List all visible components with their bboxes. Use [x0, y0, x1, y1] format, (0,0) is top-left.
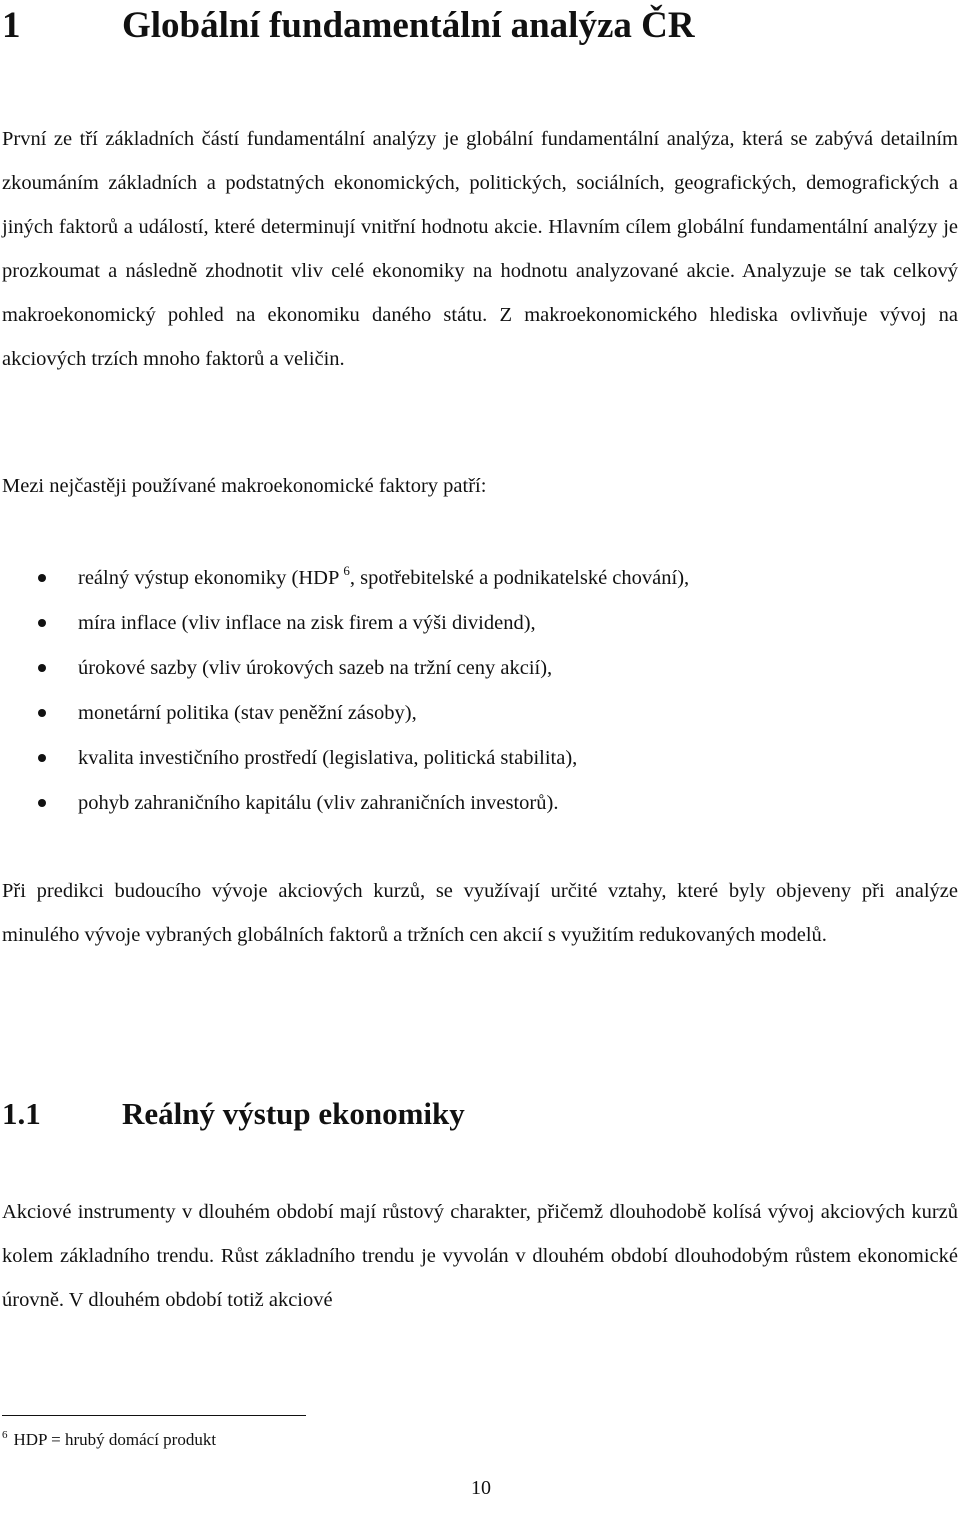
intro-paragraph: První ze tří základních částí fundamentální analýzy je globální fundamentální analýza, která se zabývá detailním zkoumáním základních a podstatných ekonomických, politických, sociálních, geografických, demografických a jiných faktorů a událostí, které determinují vnitřní hodnotu akcie. Hlavním cílem globální fundamentální analýzy je prozkoumat a následně zhodnotit vliv celé ekonomiky na hodnotu analyzované akcie. Analyzuje se tak celkový makroekonomický pohled na ekonomiku daného státu. Z makroekonomického hlediska ovlivňuje vývoj na akciových trzích mnoho faktorů a veličin.: [2, 128, 958, 370]
factors-intro-paragraph: Mezi nejčastěji používané makroekonomické faktory patří:: [2, 475, 487, 497]
list-item-text: monetární politika (stav peněžní zásoby),: [78, 702, 417, 724]
bullet-icon: [38, 799, 46, 807]
list-item: [0, 781, 960, 826]
list-item-text: reálný výstup ekonomiky (HDP: [78, 567, 340, 589]
bullet-icon: [38, 574, 46, 582]
list-item-text-continued: , spotřebitelské a podnikatelské chování),: [349, 567, 690, 589]
bullet-icon: [38, 754, 46, 762]
chapter-number: 1: [2, 5, 21, 46]
list-item: [0, 646, 960, 691]
list-item: [0, 556, 960, 601]
list-item: [0, 601, 960, 646]
footnote-number: 6: [2, 1429, 8, 1441]
section-number: 1.1: [2, 1096, 41, 1131]
footnote-text: HDP = hrubý domácí produkt: [13, 1430, 217, 1449]
list-item-text: kvalita investičního prostředí (legislativa, politická stabilita),: [78, 747, 578, 769]
footnote-divider: [2, 1415, 306, 1416]
list-item: [0, 691, 960, 736]
page-number: 10: [471, 1477, 491, 1499]
bullet-icon: [38, 709, 46, 717]
chapter-title: Globální fundamentální analýza ČR: [122, 5, 695, 46]
list-item-text: pohyb zahraničního kapitálu (vliv zahraničních investorů).: [78, 792, 559, 814]
list-item-text: míra inflace (vliv inflace na zisk firem a výši dividend),: [78, 612, 536, 634]
list-item: [0, 736, 960, 781]
list-item-text: úrokové sazby (vliv úrokových sazeb na tržní ceny akcií),: [78, 657, 553, 679]
footnote-reference[interactable]: 6: [343, 563, 350, 578]
section-heading: [2, 1092, 952, 1136]
bullet-icon: [38, 619, 46, 627]
macro-factors-list: [0, 556, 960, 826]
footnote: [2, 1428, 216, 1452]
section-paragraph: Akciové instrumenty v dlouhém období mají růstový charakter, přičemž dlouhodobě kolísá vývoj akciových kurzů kolem základního trendu. Růst základního trendu je vyvolán v dlouhém období dlouhodobým růstem ekonomické úrovně. V dlouhém období totiž akciové: [2, 1201, 958, 1311]
section-title: Reálný výstup ekonomiky: [122, 1096, 465, 1131]
bullet-icon: [38, 664, 46, 672]
prediction-paragraph: Při predikci budoucího vývoje akciových kurzů, se využívají určité vztahy, které byly objeveny při analýze minulého vývoje vybraných globálních faktorů a tržních cen akcií s využitím redukovaných modelů.: [2, 880, 958, 946]
chapter-heading: [2, 2, 952, 50]
